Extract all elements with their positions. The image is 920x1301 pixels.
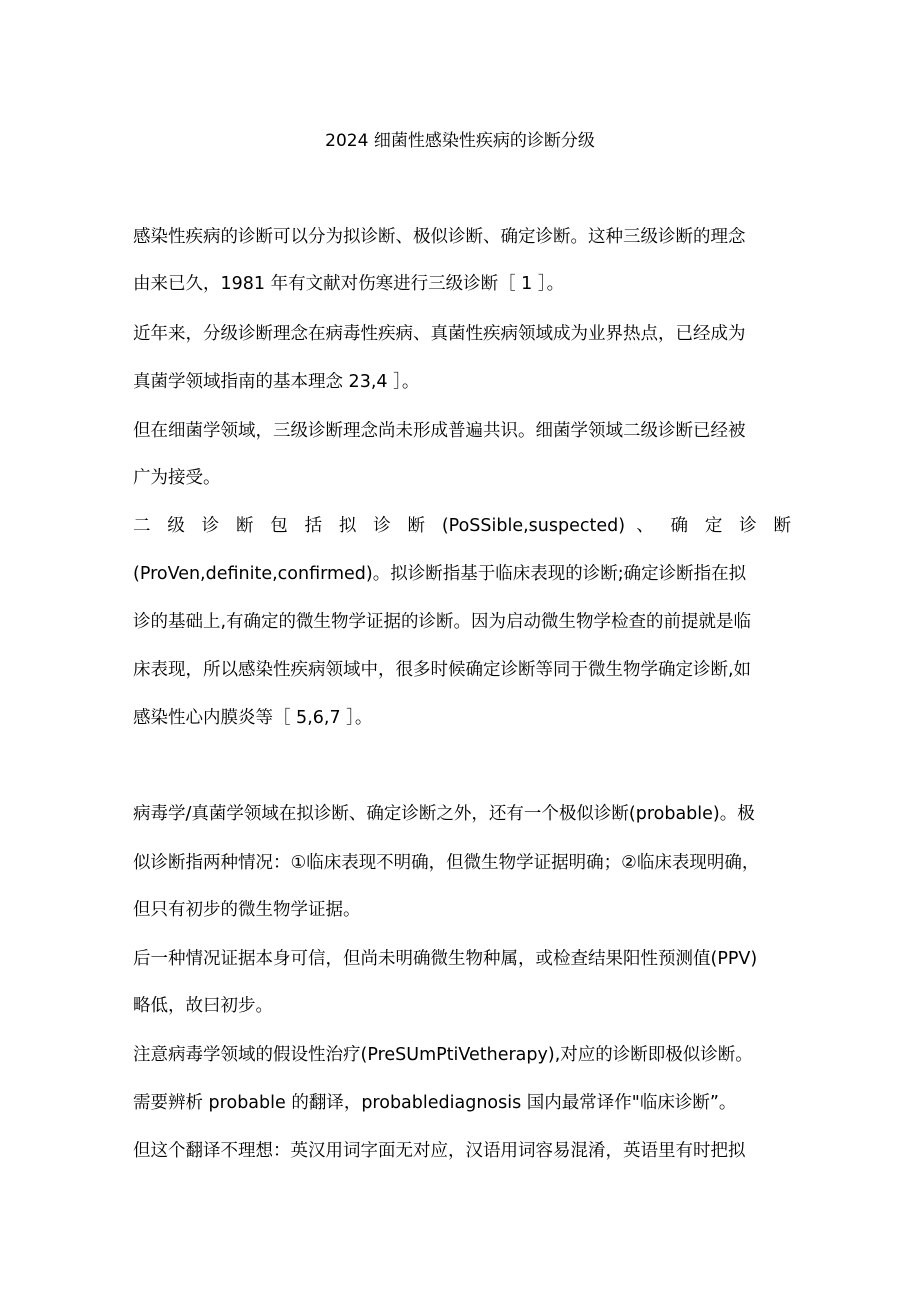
text-line: 由来已久，1981 年有文献对伤寒进行三级诊断［ 1 ］。 xyxy=(133,274,565,294)
document-title: 2024 细菌性感染性疾病的诊断分级 xyxy=(325,131,595,151)
text-line: 似诊断指两种情况：①临床表现不明确，但微生物学证据明确；②临床表现明确， xyxy=(133,853,760,873)
text-line: 近年来，分级诊断理念在病毒性疾病、真菌性疾病领域成为业界热点，已经成为 xyxy=(133,324,746,344)
text-line: (ProVen,definite,confirmed)。拟诊断指基于临床表现的诊断;确定诊断指在拟 xyxy=(133,564,747,584)
text-line: 病毒学/真菌学领域在拟诊断、确定诊断之外，还有一个极似诊断(probable)。极 xyxy=(133,804,755,824)
text-line: 略低，故曰初步。 xyxy=(133,996,273,1016)
text-line: 但在细菌学领域，三级诊断理念尚未形成普遍共识。细菌学领域二级诊断已经被 xyxy=(133,421,746,441)
text-line: 诊的基础上,有确定的微生物学证据的诊断。因为启动微生物学检查的前提就是临 xyxy=(133,612,752,632)
text-line: 感染性心内膜炎等［ 5,6,7 ］。 xyxy=(133,708,373,728)
text-line: 二 级 诊 断 包 括 拟 诊 断 (PoSSible,suspected) 、 确 定 诊 断 xyxy=(133,516,791,536)
text-line: 广为接受。 xyxy=(133,468,221,488)
text-line: 床表现，所以感染性疾病领域中，很多时候确定诊断等同于微生物学确定诊断,如 xyxy=(133,660,752,680)
text-line: 后一种情况证据本身可信，但尚未明确微生物种属，或检查结果阳性预测值(PPV) xyxy=(133,949,758,969)
text-line: 注意病毒学领域的假设性治疗(PreSUmPtiVetherapy),对应的诊断即极似诊断。 xyxy=(133,1045,753,1065)
text-line: 但这个翻译不理想：英汉用词字面无对应，汉语用词容易混淆，英语里有时把拟 xyxy=(133,1141,746,1161)
text-line: 需要辨析 probable 的翻译，probablediagnosis 国内最常译作"临床诊断”。 xyxy=(133,1093,737,1113)
text-line: 真菌学领域指南的基本理念 23,4 ］。 xyxy=(133,372,420,392)
text-line: 感染性疾病的诊断可以分为拟诊断、极似诊断、确定诊断。这种三级诊断的理念 xyxy=(133,227,746,247)
text-line: 但只有初步的微生物学证据。 xyxy=(133,900,361,920)
